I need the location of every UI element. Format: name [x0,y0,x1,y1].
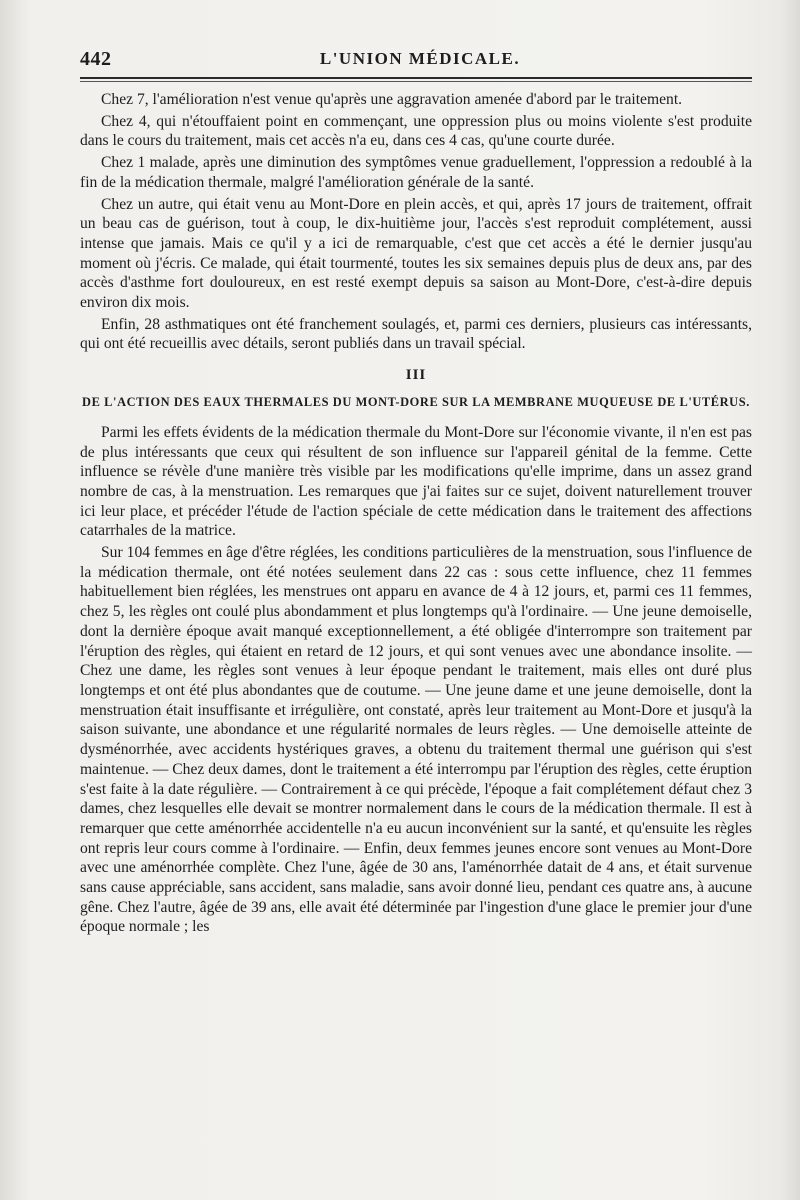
body-text [80,90,752,939]
paragraph: Chez un autre, qui était venu au Mont-Dore en plein accès, et qui, après 17 jours de traitement, offrait un beau cas de guérison, tout à coup, le dix-huitième jour, l'accès s'est reproduit complétement, aussi intense que jamais. Mais ce qu'il y a ici de remarquable, c'est que cet accès a été le dernier jusqu'au moment où j'écris. Ce malade, qui était tourmenté, toutes les six semaines depuis plus de deux ans, par des accès d'asthme fort douloureux, en est resté exempt depuis sa saison au Mont-Dore, c'est-à-dire depuis environ dix mois. [80,195,752,312]
running-title: L'UNION MÉDICALE. [319,49,521,68]
paragraph: Chez 1 malade, après une diminution des symptômes venue graduellement, l'oppression a redoublé à la fin de la médication thermale, malgré l'amélioration générale de la santé. [80,154,752,191]
paragraph: Parmi les effets évidents de la médication thermale du Mont-Dore sur l'économie vivante, il n'en est pas de plus intéressants que ceux qui résultent de son influence sur l'appareil génital de la femme. Cette influence se révèle d'une manière très visible par les modifications qu'elle imprime, dans un assez grand nombre de cas, à la menstruation. Les remarques que j'ai faites sur ce sujet, doivent naturellement trouver ici leur place, et précéder l'étude de l'action spéciale de cette médication dans le traitement des affections catarrhales de la matrice. [80,423,752,540]
header-rule-thin [80,81,752,82]
header-rule [80,77,752,79]
paragraph: Chez 7, l'amélioration n'est venue qu'après une aggravation amenée d'abord par le traitement. [101,91,683,108]
paragraph: Chez 4, qui n'étouffaient point en commençant, une oppression plus ou moins violente s'est produite dans le cours du traitement, mais cet accès n'a eu, dans ces 4 cas, qu'une courte durée. [80,112,752,150]
page-number: 442 [80,48,112,70]
section-title: DE L'ACTION DES EAUX THERMALES DU MONT-DORE SUR LA MEMBRANE MUQUEUSE DE L'UTÉRUS. [82,394,750,409]
section-number: III [405,367,427,384]
paragraph: Sur 104 femmes en âge d'être réglées, les conditions particulières de la menstruation, sous l'influence de la médication thermale, ont été notées seulement dans 22 cas : sous cette influence, chez 11 femmes habituellement bien réglées, les menstrues ont apparu en avance de 4 à 12 jours, et, parmi ces 11 femmes, chez 5, les règles ont coulé plus abondamment et plus longtemps qu'à l'ordinaire. — Une jeune demoiselle, dont la dernière époque avait manqué exceptionnellement, a été obligée d'interrompre son traitement par l'éruption des règles, qui étaient en retard de 12 jours, et qui sont venues avec une abondance insolite. — Chez une dame, les règles sont venues à leur époque pendant le traitement, mais elles ont duré plus longtemps et ont été plus abondantes que de coutume. — Une jeune dame et une jeune demoiselle, dont la menstruation était insuffisante et irrégulière, ont constaté, après leur traitement au Mont-Dore et jusqu'à la saison suivante, une abondance et une régularité normales de leurs règles. — Une demoiselle atteinte de dysménorrhée, avec accidents hystériques graves, a obtenu du traitement thermal une guérison qui s'est maintenue. — Chez deux dames, dont le traitement a été interrompu par l'éruption des règles, cette éruption s'est faite à la date régulière. — Contrairement à ce qui précède, l'époque a fait complétement défaut chez 3 dames, chez lesquelles elle devait se montrer normalement dans le cours de la médication thermale. Il est à remarquer que cette aménorrhée accidentelle n'a eu aucun inconvénient sur la santé, et qu'ensuite les règles ont repris leur cours comme à l'ordinaire. — Enfin, deux femmes jeunes encore sont venues au Mont-Dore avec une aménorrhée complète. Chez l'une, âgée de 30 ans, l'aménorrhée datait de 4 ans, et était survenue sans cause appréciable, sans accident, sans maladie, sans avoir donné lieu, pendant ces quatre ans, à aucune gêne. Chez l'autre, âgée de 39 ans, elle avait été déterminée par l'ingestion d'une glace le premier jour d'une époque normale ; les [80,544,752,936]
paragraph: Enfin, 28 asthmatiques ont été franchement soulagés, et, parmi ces derniers, plusieurs cas intéressants, qui ont été recueillis avec détails, seront publiés dans un travail spécial. [80,315,752,353]
running-header [80,42,760,72]
